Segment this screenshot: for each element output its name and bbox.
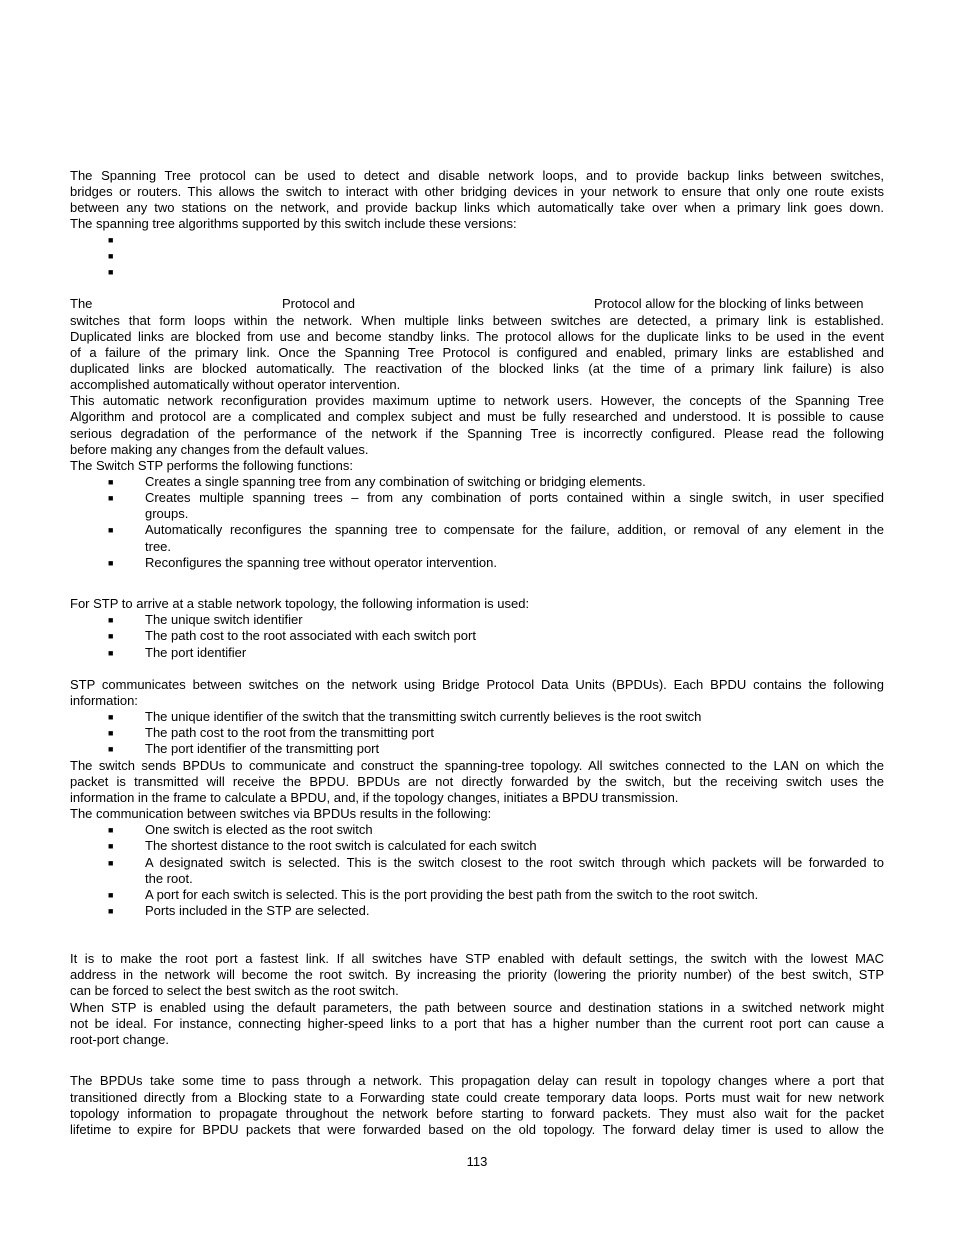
list-item: The shortest distance to the root switch is calculated for each switch xyxy=(145,838,537,853)
bullet-icon: ■ xyxy=(108,235,114,245)
paragraph-line: STP communicates between switches on the network using Bridge Protocol Data Units (BPDUs). Each BPDU contains the following xyxy=(70,677,884,692)
list-item-continued: tree. xyxy=(145,539,172,554)
paragraph-line: information in the frame to calculate a BPDU, and, if the topology changes, initiates a BPDU transmission. xyxy=(70,790,679,805)
list-item: The unique identifier of the switch that the transmitting switch currently believes is the root switch xyxy=(145,709,702,724)
bullet-icon: ■ xyxy=(108,906,114,916)
paragraph-line: The spanning tree algorithms supported by this switch include these versions: xyxy=(70,216,517,231)
paragraph-fragment: Protocol and xyxy=(282,296,355,311)
bullet-icon: ■ xyxy=(108,493,114,503)
paragraph-line: The BPDUs take some time to pass through a network. This propagation delay can result in topology changes where a port that xyxy=(70,1073,884,1088)
bullet-icon: ■ xyxy=(108,858,114,868)
list-item: The unique switch identifier xyxy=(145,612,303,627)
bullet-icon: ■ xyxy=(108,631,114,641)
paragraph-line: not be ideal. For instance, connecting higher-speed links to a port that has a higher number than the current root port can cause a xyxy=(70,1016,884,1031)
paragraph-line: The communication between switches via BPDUs results in the following: xyxy=(70,806,492,821)
paragraph-line: serious degradation of the performance of the network if the Spanning Tree is incorrectly configured. Please read the following xyxy=(70,426,884,441)
paragraph-line: This automatic network reconfiguration provides maximum uptime to network users. However, the concepts of the Spanning Tree xyxy=(70,393,884,408)
paragraph-fragment: The xyxy=(70,296,93,311)
paragraph-line: of a failure of the primary link. Once the Spanning Tree Protocol is configured and enabled, primary links are established and xyxy=(70,345,884,360)
list-item: A port for each switch is selected. This is the port providing the best path from the switch to the root switch. xyxy=(145,887,759,902)
bullet-icon: ■ xyxy=(108,477,114,487)
list-item: A designated switch is selected. This is the switch closest to the root switch through which packets will be forwarded to xyxy=(145,855,884,870)
bullet-icon: ■ xyxy=(108,267,114,277)
list-item-continued: groups. xyxy=(145,506,189,521)
paragraph-line: root-port change. xyxy=(70,1032,170,1047)
paragraph-fragment: Protocol allow for the blocking of links between xyxy=(594,296,864,311)
list-item: Ports included in the STP are selected. xyxy=(145,903,370,918)
list-item: Automatically reconfigures the spanning tree to compensate for the failure, addition, or removal of any element in the xyxy=(145,522,884,537)
bullet-icon: ■ xyxy=(108,744,114,754)
paragraph-line: can be forced to select the best switch as the root switch. xyxy=(70,983,399,998)
list-item: Creates a single spanning tree from any combination of switching or bridging elements. xyxy=(145,474,646,489)
bullet-icon: ■ xyxy=(108,558,114,568)
list-item: The port identifier of the transmitting port xyxy=(145,741,380,756)
paragraph-line: lifetime to expire for BPDU packets that were forwarded based on the old topology. The forward delay timer is used to allow the xyxy=(70,1122,884,1137)
list-item: The path cost to the root associated with each switch port xyxy=(145,628,476,643)
paragraph-line: between any two stations on the network, and provide backup links which automatically take over when a primary link goes down. xyxy=(70,200,884,215)
paragraph-line: bridges or routers. This allows the switch to interact with other bridging devices in your network to ensure that only one route exists xyxy=(70,184,884,199)
paragraph-line: information: xyxy=(70,693,138,708)
list-item: The path cost to the root from the transmitting port xyxy=(145,725,435,740)
paragraph-line: transitioned directly from a Blocking state to a Forwarding state could create temporary data loops. Ports must wait for new network xyxy=(70,1090,884,1105)
paragraph-line: accomplished automatically without operator intervention. xyxy=(70,377,401,392)
paragraph-line: address in the network will become the root switch. By increasing the priority (lowering the priority number) of the best switch, STP xyxy=(70,967,884,982)
paragraph-line: It is to make the root port a fastest link. If all switches have STP enabled with default settings, the switch with the lowest MAC xyxy=(70,951,884,966)
paragraph-line: duplicated links are blocked automatically. The reactivation of the blocked links (at the time of a primary link failure) is also xyxy=(70,361,884,376)
paragraph-line: Duplicated links are blocked from use and become standby links. The protocol allows for the duplicate links to be used in the event xyxy=(70,329,884,344)
bullet-icon: ■ xyxy=(108,825,114,835)
bullet-icon: ■ xyxy=(108,615,114,625)
bullet-icon: ■ xyxy=(108,712,114,722)
paragraph-line: The switch sends BPDUs to communicate and construct the spanning-tree topology. All switches connected to the LAN on which the xyxy=(70,758,884,773)
bullet-icon: ■ xyxy=(108,890,114,900)
paragraph-line: switches that form loops within the network. When multiple links between switches are detected, a primary link is established. xyxy=(70,313,884,328)
paragraph-line: topology information to propagate throughout the network before starting to forward packets. They must also wait for the packet xyxy=(70,1106,884,1121)
paragraph-line: The Spanning Tree protocol can be used to detect and disable network loops, and to provide backup links between switches, xyxy=(70,168,884,183)
paragraph-line: When STP is enabled using the default parameters, the path between source and destination stations in a switched network might xyxy=(70,1000,884,1015)
page-number: 113 xyxy=(466,1154,488,1169)
bullet-icon: ■ xyxy=(108,525,114,535)
list-item: Reconfigures the spanning tree without operator intervention. xyxy=(145,555,497,570)
paragraph-line: before making any changes from the default values. xyxy=(70,442,369,457)
paragraph-line: The Switch STP performs the following functions: xyxy=(70,458,353,473)
bullet-icon: ■ xyxy=(108,251,114,261)
list-item: The port identifier xyxy=(145,645,247,660)
list-item: Creates multiple spanning trees – from any combination of ports contained within a single switch, in user specified xyxy=(145,490,884,505)
paragraph-line: For STP to arrive at a stable network topology, the following information is used: xyxy=(70,596,530,611)
bullet-icon: ■ xyxy=(108,728,114,738)
bullet-icon: ■ xyxy=(108,648,114,658)
list-item-continued: the root. xyxy=(145,871,193,886)
bullet-icon: ■ xyxy=(108,841,114,851)
list-item: One switch is elected as the root switch xyxy=(145,822,373,837)
paragraph-line: Algorithm and protocol are a complicated and complex subject and must be fully researched and understood. It is possible to cause xyxy=(70,409,884,424)
paragraph-line: packet is transmitted will receive the BPDU. BPDUs are not directly forwarded by the switch, but the receiving switch uses the xyxy=(70,774,884,789)
